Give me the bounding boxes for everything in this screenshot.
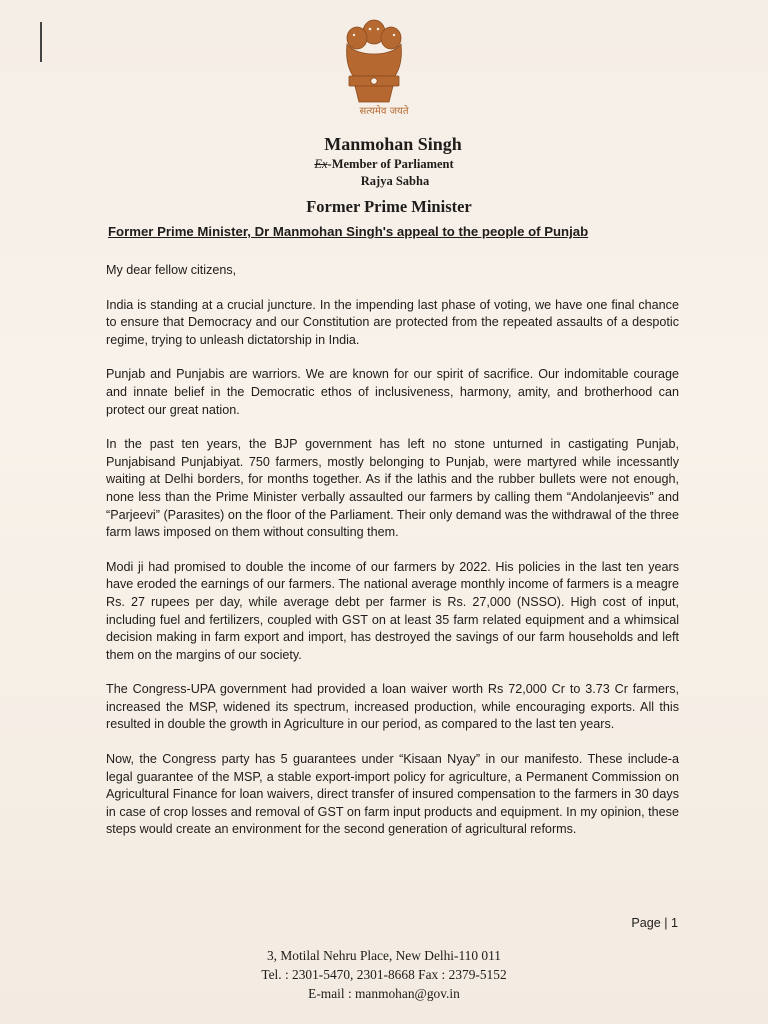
salutation: My dear fellow citizens, bbox=[106, 263, 237, 277]
letterhead-name: Manmohan Singh bbox=[324, 134, 462, 154]
letterhead-role: Former Prime Minister bbox=[306, 197, 472, 216]
footer-phone: Tel. : 2301-5470, 2301-8668 Fax : 2379-5152 bbox=[261, 967, 507, 982]
letter-body bbox=[106, 262, 679, 856]
letterhead-membership bbox=[0, 157, 768, 172]
membership-text: -Member of Parliament bbox=[327, 157, 454, 171]
paragraph: In the past ten years, the BJP government has left no stone unturned in castigating Punjab, Punjabisand Punjabiyat. 750 farmers, mostly belonging to Punjab, were martyred while incessantly waiting at Delhi borders, for months together. As if the lathis and the rubber bullets were not enough, none less than the Prime Minister verbally assaulted our farmers by calling them “Andolanjeevis” and “Parjeevi” (Parasites) on the floor of the Parliament. Their only demand was the withdrawal of the three farm laws imposed on them without consulting them. bbox=[106, 437, 679, 540]
page-number: Page | 1 bbox=[631, 916, 678, 930]
paragraph: India is standing at a crucial juncture. In the impending last phase of voting, we have one final chance to ensure that Democracy and our Constitution are protected from the repeated assaults of a despotic regime, trying to unleash dictatorship in India. bbox=[106, 297, 679, 347]
letter-footer bbox=[0, 946, 768, 1003]
paragraph: Modi ji had promised to double the income of our farmers by 2022. His policies in the last ten years have eroded the earnings of our farmers. The national average monthly income of farmers is a meagre Rs. 27 rupees per day, while average debt per farmer is Rs. 27,000 (NSSO). High cost of input, including fuel and fertilizers, coupled with GST on at least 35 farm related equipment and a whimsical decision making in farm export and import, has destroyed the savings of our farm households and left them on the margins of our society. bbox=[106, 559, 679, 662]
margin-mark bbox=[40, 22, 42, 62]
letterhead bbox=[0, 134, 768, 217]
emblem-motto: सत्यमेव जयते bbox=[359, 106, 409, 117]
footer-email: E-mail : manmohan@gov.in bbox=[308, 986, 460, 1001]
letterhead-house: Rajya Sabha bbox=[360, 174, 430, 188]
letter-heading: Former Prime Minister, Dr Manmohan Singh's appeal to the people of Punjab bbox=[108, 224, 589, 239]
footer-address: 3, Motilal Nehru Place, New Delhi-110 011 bbox=[266, 948, 502, 963]
paragraph: Punjab and Punjabis are warriors. We are known for our spirit of sacrifice. Our indomitable courage and innate belief in the Democratic ethos of inclusiveness, harmony, amity, and brotherhood can protect our great nation. bbox=[106, 367, 679, 417]
paragraph: The Congress-UPA government had provided a loan waiver worth Rs 72,000 Cr to 3.73 Cr farmers, increased the MSP, widened its spectrum, increased production, while encouraging exports. All this resulted in double the growth in Agriculture in our period, as compared to the last ten years. bbox=[106, 682, 679, 732]
paragraph: Now, the Congress party has 5 guarantees under “Kisaan Nyay” in our manifesto. These include-a legal guarantee of the MSP, a stable export-import policy for agriculture, a Permanent Commission on Agricultural Finance for loan waivers, direct transfer of insured compensation to the farmers in 30 days in case of crop losses and removal of GST on farm input products and equipment. In my opinion, these steps would create an environment for the second generation of agricultural reforms. bbox=[106, 752, 679, 837]
struck-prefix: Ex bbox=[314, 157, 328, 171]
